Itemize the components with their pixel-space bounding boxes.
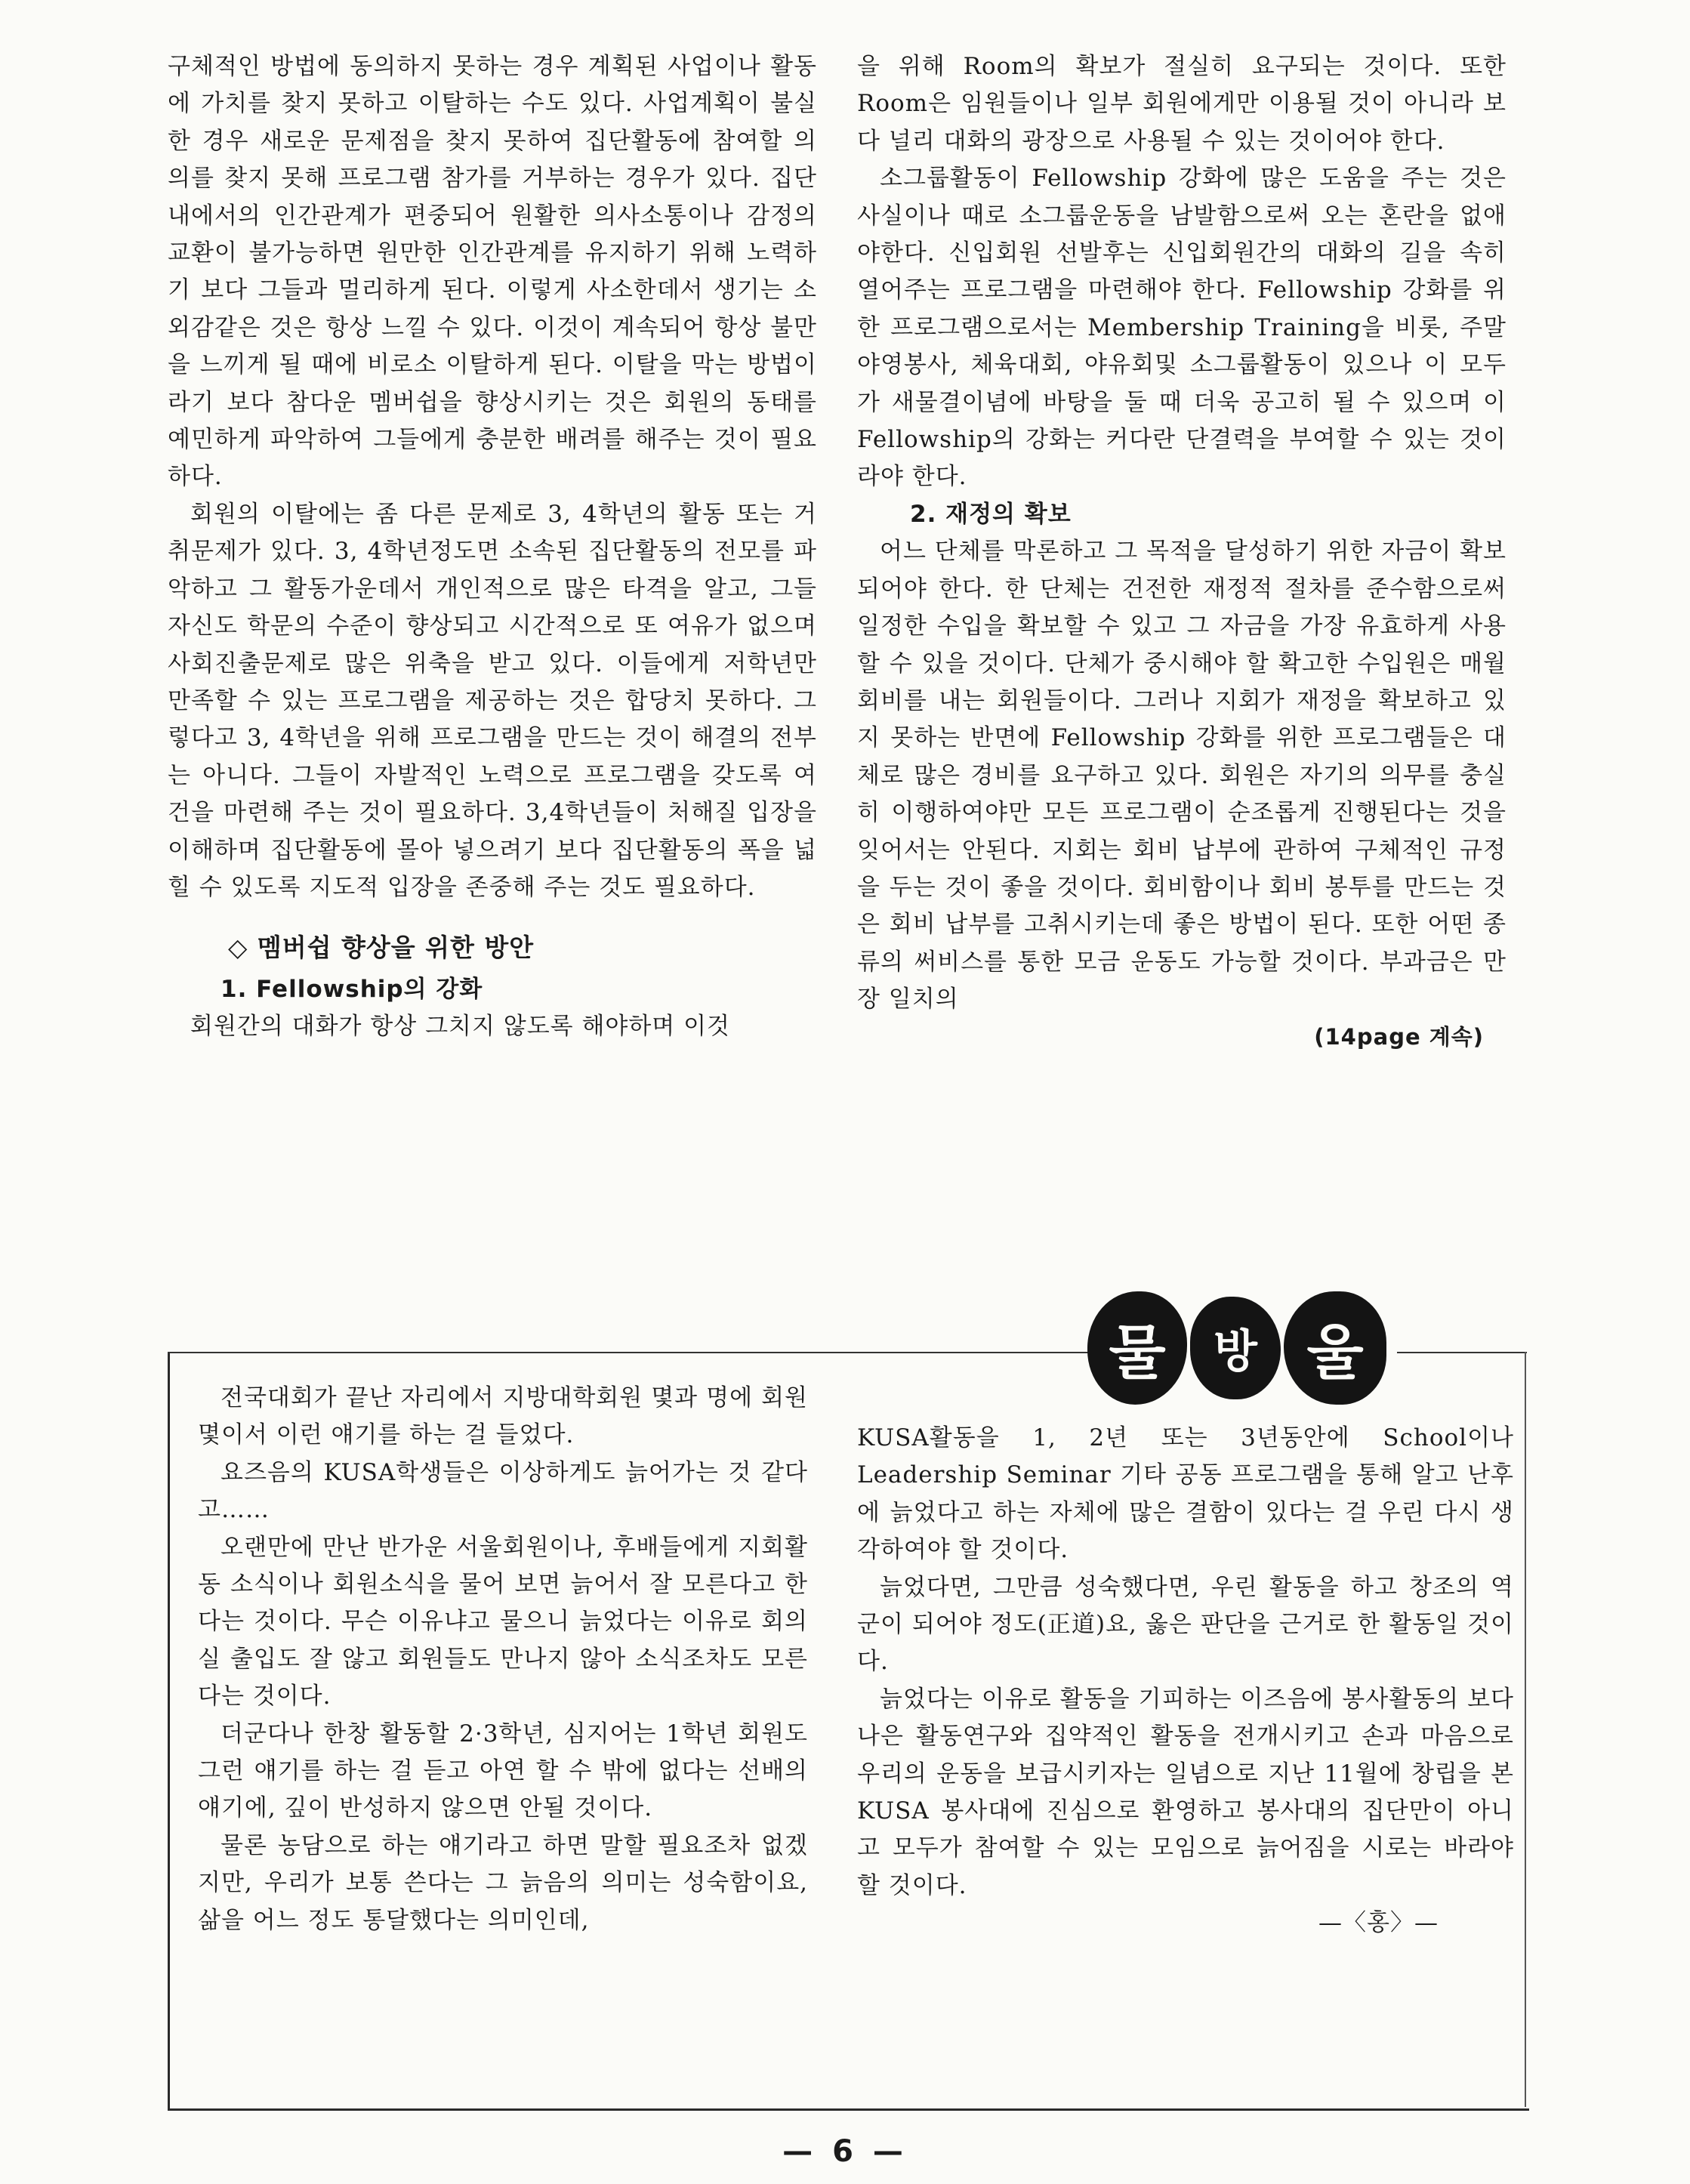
paragraph: 회원간의 대화가 항상 그치지 않도록 해야하며 이것 [190,1013,730,1041]
box-right-rule [1525,1352,1526,2107]
continued-note: (14page 계속) [1314,1023,1484,1050]
paragraph: 회원의 이탈에는 좀 다른 문제로 3, 4학년의 활동 또는 거취문제가 있다. 3, 4학년정도면 소속된 집단활동의 전모를 파악하고 그 활동가운데서 개인적으로 많은 타격을 알고, 그들 자신도 학문의 수준이 향상되고 시간적으로 또 여유가 없으며 사회진출문제로 많은 위축을 받고 있다. 이들에게 저학년만 만족할 수 있는 프로그램을 제공하는 것은 합당치 못하다. 그렇다고 3, 4학년을 위해 프로그램을 만드는 것이 해결의 전부는 아니다. 그들이 자발적인 노력으로 프로그램을 갖도록 여건을 마련해 주는 것이 필요하다. 3,4학년들이 처해질 입장을 이해하며 집단활동에 몰아 넣으려기 보다 집단활동의 폭을 넓힐 수 있도록 지도적 입장을 존중해 주는 것도 필요하다. [168,500,817,901]
paragraph: 전국대회가 끝난 자리에서 지방대학회원 몇과 명에 회원 몇이서 이런 얘기를 하는 걸 들었다. [198,1384,808,1449]
paragraph: 늙었다는 이유로 활동을 기피하는 이즈음에 봉사활동의 보다 나은 활동연구와 집약적인 활동을 전개시키고 손과 마음으로 우리의 운동을 보급시키자는 일념으로 지난 11월에 창립을 본 KUSA 봉사대에 진심으로 환영하고 봉사대의 집단만이 아니고 모두가 참여할 수 있는 모임으로 늙어짐을 시로는 바라야 할 것이다. [857,1685,1514,1899]
logo-char: 방 [1190,1297,1281,1399]
paragraph: 오랜만에 만난 반가운 서울회원이나, 후배들에게 지회활동 소식이나 회원소식을 물어 보면 늙어서 잘 모른다고 한다는 것이다. 무슨 이유냐고 물으니 늙었다는 이유로 회의실 출입도 잘 않고 회원들도 만나지 않아 소식조차도 모른다는 것이다. [198,1533,808,1710]
paragraph: 요즈음의 KUSA학생들은 이상하게도 늙어가는 것 같다고…… [198,1458,808,1524]
box-top-rule [168,1352,1096,1353]
paragraph: 물론 농담으로 하는 얘기라고 하면 말할 필요조차 없겠지만, 우리가 보통 쓴다는 그 늙음의 의미는 성숙함이요, 삶을 어느 정도 통달했다는 의미인데, [198,1831,808,1934]
paragraph: 소그룹활동이 Fellowship 강화에 많은 도움을 주는 것은 사실이나 때로 소그룹운동을 남발함으로써 오는 혼란을 없애야한다. 신입회원 선발후는 신입회원간의 대화의 길을 속히 열어주는 프로그램을 마련해야 한다. Fellowship 강화를 위한 프로그램으로서는 Membership Training을 비롯, 주말야영봉사, 체육대회, 야유회및 소그룹활동이 있으나 이 모두가 새물결이념에 바탕을 둘 때 더욱 공고히 될 수 있으며 이 Fellowship의 강화는 커다란 단결력을 부여할 수 있는 것이라야 한다. [857,165,1507,491]
paragraph: KUSA활동을 1, 2년 또는 3년동안에 School이나 Leadership Seminar 기타 공동 프로그램을 통해 알고 난후에 늙었다고 하는 자체에 많은 결함이 있다는 걸 우린 다시 생각하여야 할 것이다. [857,1424,1514,1564]
signature: —〈홍〉— [1318,1909,1439,1937]
paragraph: 구체적인 방법에 동의하지 못하는 경우 계획된 사업이나 활동에 가치를 찾지 못하고 이탈하는 수도 있다. 사업계획이 불실한 경우 새로운 문제점을 찾지 못하여 집단활동에 참여할 의의를 찾지 못해 프로그램 참가를 거부하는 경우가 있다. 집단내에서의 인간관계가 편중되어 원활한 의사소통이나 감정의 교환이 불가능하면 원만한 인간관계를 유지하기 위해 노력하기 보다 그들과 멀리하게 된다. 이렇게 사소한데서 생기는 소외감같은 것은 항상 느낄 수 있다. 이것이 계속되어 항상 불만을 느끼게 될 때에 비로소 이탈하게 된다. 이탈을 막는 방법이라기 보다 참다운 멤버쉽을 향상시키는 것은 회원의 동태를 예민하게 파악하여 그들에게 충분한 배려를 해주는 것이 필요하다. [168,53,817,491]
subsection-heading: 2. 재정의 확보 [910,500,1072,528]
section-heading: ◇ 멤버쉽 향상을 위한 방안 [228,933,535,963]
column-left [198,1380,808,1939]
logo-char: 울 [1284,1291,1386,1405]
paragraph: 더군다나 한창 활동할 2·3학년, 심지어는 1학년 회원도 그런 얘기를 하는 걸 듣고 아연 할 수 밖에 없다는 선배의 얘기에, 깊이 반성하지 않으면 안될 것이다. [198,1720,808,1822]
logo-char: 물 [1087,1291,1187,1405]
subsection-heading: 1. Fellowship의 강화 [221,975,483,1003]
paragraph: 늙었다면, 그만큼 성숙했다면, 우린 활동을 하고 창조의 역군이 되어야 정도(正道)요, 옳은 판단을 근거로 한 활동일 것이다. [857,1573,1514,1676]
column-right [857,1420,1514,1942]
paragraph: 어느 단체를 막론하고 그 목적을 달성하기 위한 자금이 확보되어야 한다. 한 단체는 건전한 재정적 절차를 준수함으로써 일정한 수입을 확보할 수 있고 그 자금을 가장 유효하게 사용할 수 있을 것이다. 단체가 중시해야 할 확고한 수입원은 매월 회비를 내는 회원들이다. 그러나 지회가 재정을 확보하고 있지 못하는 반면에 Fellowship 강화를 위한 프로그램들은 대체로 많은 경비를 요구하고 있다. 회원은 자기의 의무를 충실히 이행하여야만 모든 프로그램이 순조롭게 진행된다는 것을 잊어서는 안된다. 지회는 회비 납부에 관하여 구체적인 규정을 두는 것이 좋을 것이다. 회비함이나 회비 봉투를 만드는 것은 회비 납부를 고취시키는데 좋은 방법이 된다. 또한 어떤 종류의 써비스를 통한 모금 운동도 가능할 것이다. 부과금은 만장 일치의 [857,538,1507,1013]
page-number: — 6 — [782,2134,908,2169]
top-left-column [168,48,817,1046]
box-top-rule-right [1397,1352,1527,1353]
paragraph: 을 위해 Room의 확보가 절실히 요구되는 것이다. 또한 Room은 임원들이나 일부 회원에게만 이용될 것이 아니라 보다 널리 대화의 광장으로 사용될 수 있는 것이어야 한다. [857,53,1507,155]
column-title-logo [1087,1284,1405,1412]
top-right-column [857,48,1507,1056]
